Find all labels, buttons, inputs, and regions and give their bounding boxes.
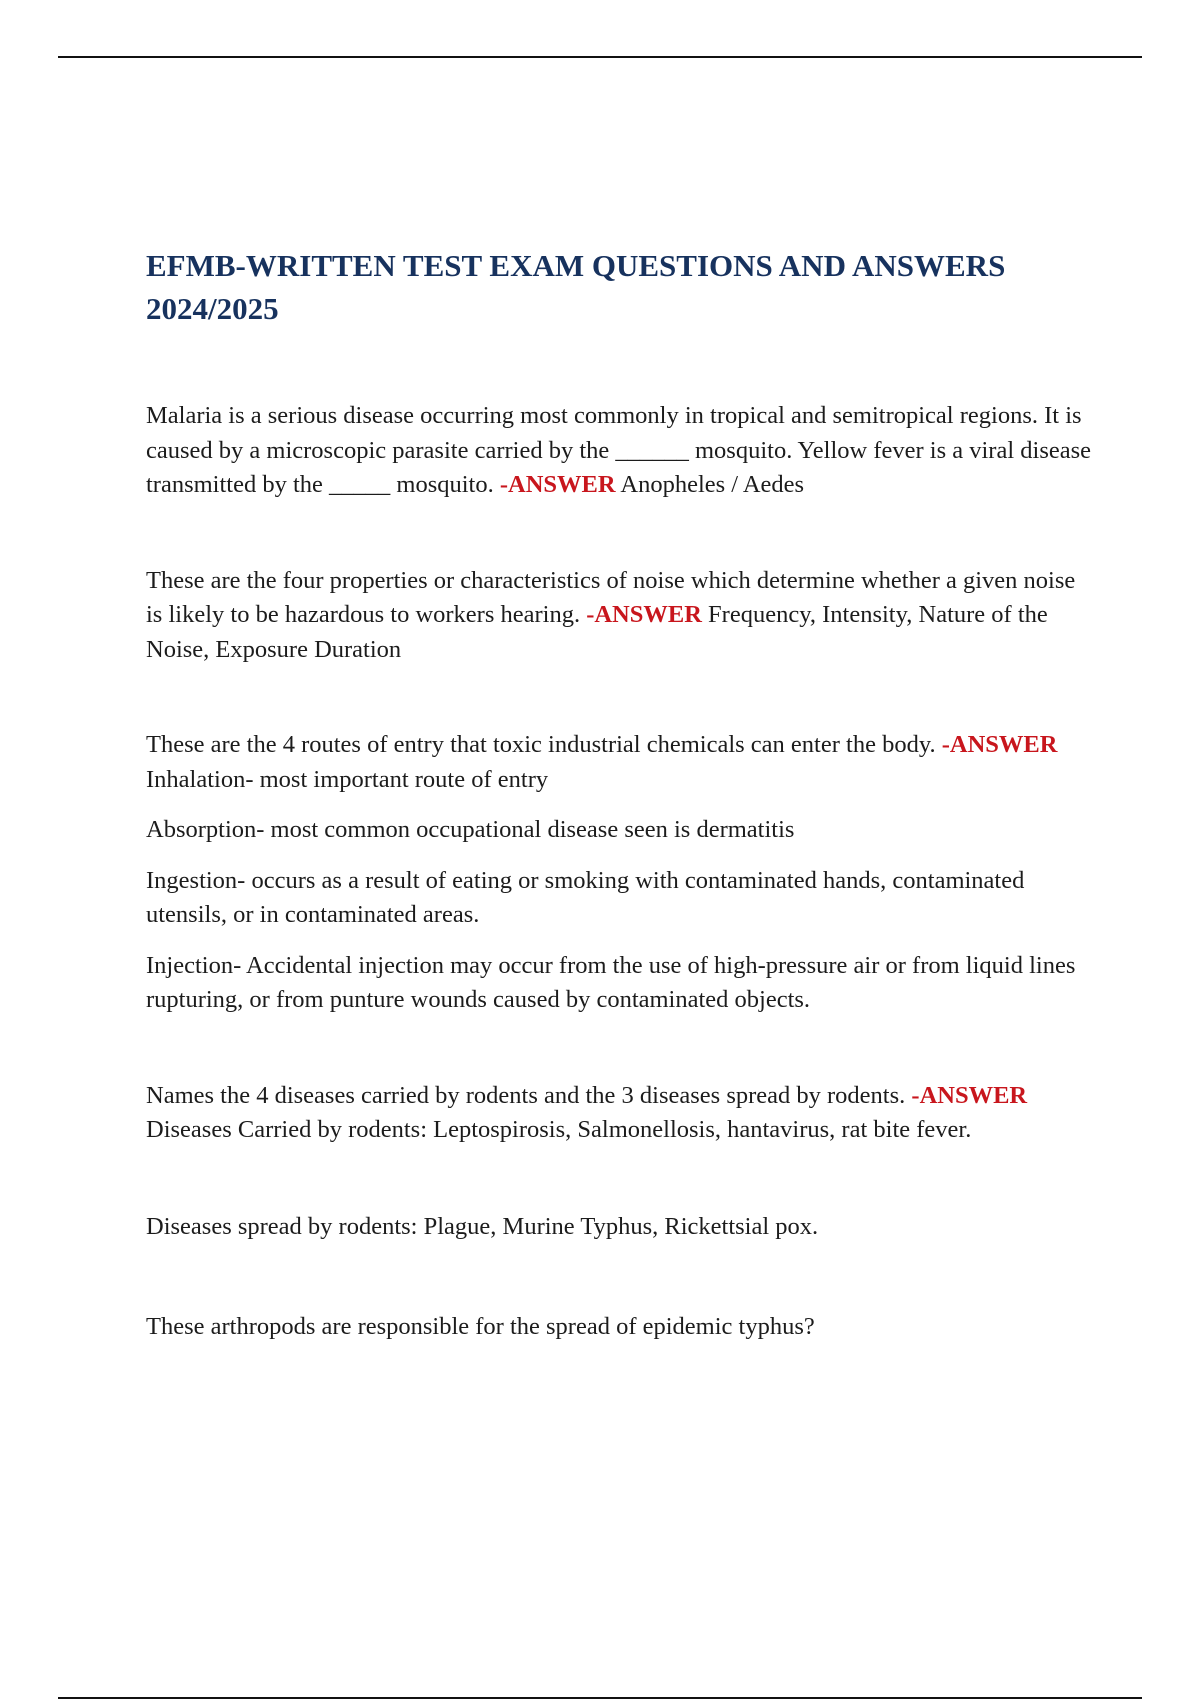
answer-continuation: Absorption- most common occupational disease seen is dermatitis (146, 816, 795, 843)
question-text: These are the 4 routes of entry that toxic industrial chemicals can enter the body. (146, 731, 936, 758)
document-body (146, 244, 1092, 1345)
answer-text: Diseases Carried by rodents: Leptospirosis, Salmonellosis, hantavirus, rat bite fever. (146, 1116, 972, 1143)
answer-label: -ANSWER (586, 601, 702, 628)
question-text: Names the 4 diseases carried by rodents and the 3 diseases spread by rodents. (146, 1081, 906, 1109)
answer-label: -ANSWER (911, 1081, 1028, 1109)
question-item-3 (146, 728, 1092, 797)
title-line-2: 2024/2025 (146, 291, 279, 326)
footer-rule (58, 1697, 1142, 1699)
question-text: These arthropods are responsible for the spread of epidemic typhus? (146, 1313, 815, 1340)
answer-text: Anopheles / Aedes (620, 471, 805, 498)
answer-label: -ANSWER (499, 471, 616, 498)
question-item-1 (146, 399, 1092, 503)
title-line-1: EFMB-WRITTEN TEST EXAM QUESTIONS AND ANSWERS (146, 248, 1006, 283)
answer-continuation: Diseases spread by rodents: Plague, Murine Typhus, Rickettsial pox. (146, 1212, 819, 1240)
question-item-5 (146, 1310, 1092, 1345)
question-item-2 (146, 564, 1092, 668)
answer-continuation: Injection- Accidental injection may occur from the use of high-pressure air or from liquid lines rupturing, or from punture wounds caused by contaminated objects. (146, 951, 1076, 1013)
question-text: Malaria is a serious disease occurring most commonly in tropical and semitropical regions. It is caused by a microscopic parasite carried by the ______ mosquito. Yellow fever is a viral disease transmitted by the _____ mosquito. (146, 402, 1092, 498)
header-rule (58, 56, 1142, 58)
document-title (146, 244, 1092, 330)
question-text: These are the four properties or characteristics of noise which determine whether a given noise is likely to be hazardous to workers hearing. (146, 566, 1076, 628)
answer-label: -ANSWER (941, 731, 1058, 758)
answer-continuation: Ingestion- occurs as a result of eating or smoking with contaminated hands, contaminated utensils, or in contaminated areas. (146, 866, 1025, 928)
question-item-4 (146, 1079, 1092, 1148)
answer-text: Frequency, Intensity, Nature of the Noise, Exposure Duration (146, 601, 1048, 663)
answer-text: Inhalation- most important route of entry (146, 765, 549, 793)
